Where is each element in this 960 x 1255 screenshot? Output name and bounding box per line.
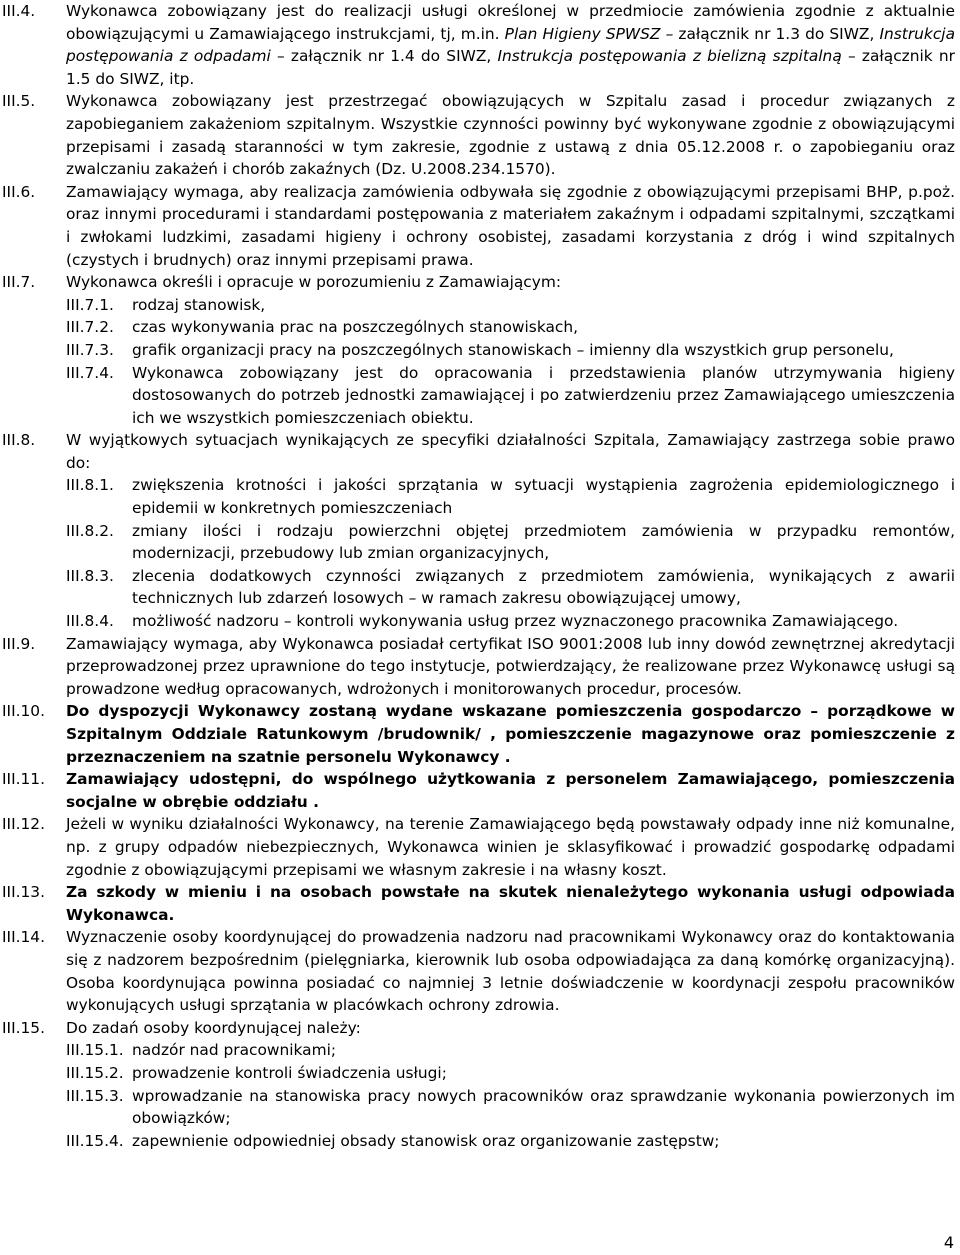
subsection-number: III.8.4. — [66, 612, 114, 631]
section-III-11 — [0, 768, 960, 813]
section-III-9 — [0, 633, 960, 701]
subsection-text: zlecenia dodatkowych czynności związanych z przedmiotem zamówienia, wynikających z awarii technicznych lub zdarzeń losowych – w ramach zakresu obowiązującej umowy, — [132, 566, 955, 608]
subsection-III-8-1 — [66, 474, 955, 519]
subsection-III-15-1 — [66, 1039, 955, 1062]
subsection-III-15-3 — [66, 1085, 955, 1130]
section-text: Zamawiający udostępni, do wspólnego użytkowania z personelem Zamawiającego, pomieszczenia socjalne w obrębie oddziału . — [66, 770, 955, 811]
subsection-III-7-1 — [66, 294, 955, 317]
subsection-number: III.8.1. — [66, 476, 114, 495]
subsection-text: rodzaj stanowisk, — [132, 295, 266, 314]
subsection-text: Wykonawca zobowiązany jest do opracowania i przedstawienia planów utrzymywania higieny dostosowanych do potrzeb jednostki zamawiającej i po zatwierdzeniu przez Zamawiającego umieszczenia ich we wszystkich pomieszczeniach obiektu. — [132, 363, 955, 427]
section-number: III.15. — [2, 1018, 45, 1037]
section-number: III.5. — [2, 92, 36, 111]
subsection-text: czas wykonywania prac na poszczególnych stanowiskach, — [132, 318, 578, 337]
section-III-8 — [0, 429, 960, 474]
section-number: III.6. — [2, 182, 36, 201]
subsection-III-7-2 — [66, 316, 955, 339]
section-number: III.9. — [2, 634, 36, 653]
subsection-text: prowadzenie kontroli świadczenia usługi; — [132, 1063, 447, 1082]
section-number: III.12. — [2, 815, 45, 834]
subsection-text: zmiany ilości i rodzaju powierzchni objętej przedmiotem zamówienia w przypadku remontów, modernizacji, przebudowy lub zmian organizacyjnych, — [132, 521, 955, 563]
section-number: III.14. — [2, 928, 45, 947]
subsection-III-15-2 — [66, 1062, 955, 1085]
section-text: Zamawiający wymaga, aby realizacja zamówienia odbywała się zgodnie z obowiązującymi przepisami BHP, p.poż. oraz innymi procedurami i standardami postępowania z materiałem zakaźnym i odpadami szpitalnymi, szczątkami i zwłokami ludzkimi, zasadami higieny i ochrony osobistej, zasadami korzystania z dróg i wind szpitalnych (czystych i brudnych) oraz innymi przepisami prawa. — [66, 182, 955, 269]
section-text: Wykonawca zobowiązany jest do realizacji usługi określonej w przedmiocie zamówienia zgodnie z aktualnie obowiązującymi u Zamawiającego instrukcjami, tj, m.in. Plan Higieny SPWSZ – załącznik nr 1.3 do SIWZ, Instrukcja postępowania z odpadami – załącznik nr 1.4 do SIWZ, Instrukcja postępowania z bielizną szpitalną – załącznik nr 1.5 do SIWZ, itp. — [66, 2, 955, 88]
subsection-text: możliwość nadzoru – kontroli wykonywania usług przez wyznaczonego pracownika Zamawiającego. — [132, 612, 899, 631]
section-III-13 — [0, 881, 960, 926]
subsection-number: III.8.2. — [66, 521, 114, 540]
subsection-III-8-2 — [66, 520, 955, 565]
subsection-number: III.7.1. — [66, 295, 114, 314]
subsection-III-7-3 — [66, 339, 955, 362]
document-title-italic: Plan Higieny SPWSZ — [504, 24, 661, 43]
document-title-italic: Instrukcja postępowania z bielizną szpitalną — [497, 47, 842, 66]
section-III-4 — [0, 0, 960, 90]
subsection-number: III.7.3. — [66, 340, 114, 359]
page-number: 4 — [943, 1233, 954, 1252]
section-text: W wyjątkowych sytuacjach wynikających ze specyfiki działalności Szpitala, Zamawiający zastrzega sobie prawo do: — [66, 431, 955, 472]
subsection-text: nadzór nad pracownikami; — [132, 1041, 337, 1060]
subsection-number: III.15.4. — [66, 1131, 124, 1150]
subsection-III-8-3 — [66, 565, 955, 610]
subsection-number: III.15.3. — [66, 1086, 124, 1105]
subsection-number: III.15.2. — [66, 1063, 124, 1082]
section-text: Za szkody w mieniu i na osobach powstałe na skutek nienależytego wykonania usługi odpowiada Wykonawca. — [66, 883, 955, 924]
section-III-10 — [0, 700, 960, 768]
subsection-number: III.7.2. — [66, 318, 114, 337]
document-title-italic: Instrukcja postępowania z odpadami — [66, 24, 955, 66]
section-number: III.10. — [2, 702, 45, 721]
subsection-number: III.7.4. — [66, 363, 114, 382]
section-number: III.4. — [2, 2, 36, 20]
section-III-12 — [0, 813, 960, 881]
section-III-14 — [0, 926, 960, 1016]
section-III-5 — [0, 90, 960, 180]
subsection-text: wprowadzanie na stanowiska pracy nowych pracowników oraz sprawdzanie wykonania powierzonych im obowiązków; — [132, 1086, 955, 1128]
subsection-text: zapewnienie odpowiedniej obsady stanowisk oraz organizowanie zastępstw; — [132, 1131, 720, 1150]
section-III-6 — [0, 181, 960, 271]
section-text: Zamawiający wymaga, aby Wykonawca posiadał certyfikat ISO 9001:2008 lub inny dowód zewnętrznej akredytacji przeprowadzonej przez uprawnione do tego instytucje, potwierdzający, że realizowane przez Wykonawcę usługi są prowadzone według opracowanych, wdrożonych i monitorowanych procedur, procesów. — [66, 634, 955, 698]
section-number: III.11. — [2, 770, 45, 789]
subsection-number: III.15.1. — [66, 1041, 124, 1060]
section-III-7 — [0, 271, 960, 294]
section-text: Wykonawca określi i opracuje w porozumieniu z Zamawiającym: — [66, 273, 562, 292]
section-text: Wykonawca zobowiązany jest przestrzegać obowiązujących w Szpitalu zasad i procedur związanych z zapobieganiem zakażeniom szpitalnym. Wszystkie czynności powinny być wykonywane zgodnie z obowiązującymi przepisami i zasadą staranności w tym zakresie, zgodnie z ustawą z dnia 05.12.2008 r. o zapobieganiu oraz zwalczaniu zakażeń i chorób zakaźnych (Dz. U.2008.234.1570). — [66, 92, 955, 179]
subsection-III-8-4 — [66, 610, 955, 633]
subsection-number: III.8.3. — [66, 566, 114, 585]
section-text: Jeżeli w wyniku działalności Wykonawcy, na terenie Zamawiającego będą powstawały odpady inne niż komunalne, np. z grupy odpadów niebezpiecznych, Wykonawca winien je sklasyfikować i prowadzić gospodarkę odpadami zgodnie z obowiązującymi przepisami we własnym zakresie i na własny koszt. — [66, 815, 955, 879]
section-number: III.8. — [2, 431, 36, 450]
section-text: Do zadań osoby koordynującej należy: — [66, 1018, 361, 1037]
subsection-III-7-4 — [66, 362, 955, 430]
section-text: Do dyspozycji Wykonawcy zostaną wydane wskazane pomieszczenia gospodarczo – porządkowe w Szpitalnym Oddziale Ratunkowym /brudownik/ , pomieszczenie magazynowe oraz pomieszczenie z przeznaczeniem na szatnie personelu Wykonawcy . — [66, 702, 955, 766]
subsection-text: zwiększenia krotności i jakości sprzątania w sytuacji wystąpienia zagrożenia epidemiologicznego i epidemii w konkretnych pomieszczeniach — [132, 476, 955, 518]
subsection-text: grafik organizacji pracy na poszczególnych stanowiskach – imienny dla wszystkich grup personelu, — [132, 340, 894, 359]
section-text: Wyznaczenie osoby koordynującej do prowadzenia nadzoru nad pracownikami Wykonawcy oraz do kontaktowania się z nadzorem bezpośrednim (pielęgniarka, kierownik lub osoba odpowiadająca za daną komórkę organizacyjną). Osoba koordynująca powinna posiadać co najmniej 3 letnie doświadczenie w koordynacji zespołu pracowników wykonujących usługi sprzątania w placówkach ochrony zdrowia. — [66, 928, 955, 1015]
section-number: III.13. — [2, 883, 45, 902]
section-III-15 — [0, 1017, 960, 1040]
section-number: III.7. — [2, 273, 36, 292]
subsection-III-15-4 — [66, 1130, 955, 1153]
